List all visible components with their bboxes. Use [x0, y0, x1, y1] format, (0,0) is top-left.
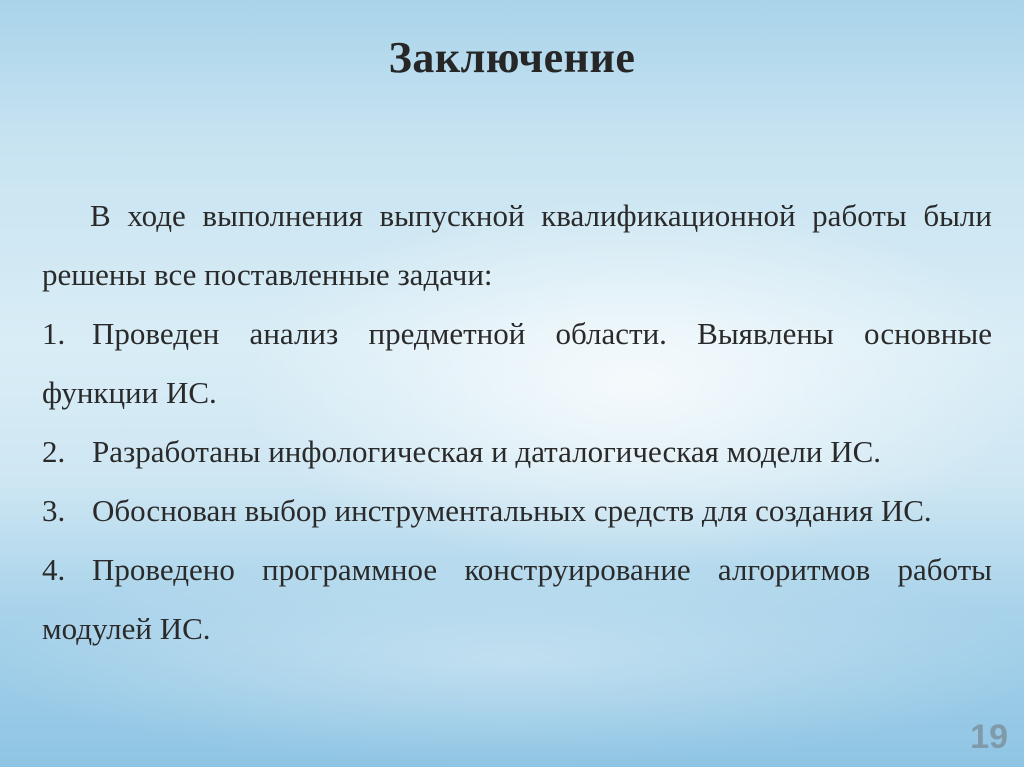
list-item-number: 3.	[42, 493, 66, 528]
list-item-text: Проведен анализ предметной области. Выявлены основные функции ИС.	[42, 316, 992, 410]
list-item	[42, 304, 992, 422]
slide-content	[42, 186, 992, 658]
list-item	[42, 481, 992, 540]
list-item-text: Обоснован выбор инструментальных средств для создания ИС.	[92, 493, 932, 528]
list-item-text: Проведено программное конструирование алгоритмов работы модулей ИС.	[42, 552, 992, 646]
slide-title: Заключение	[388, 33, 636, 82]
list-item	[42, 540, 992, 658]
list-item-number: 1.	[42, 316, 66, 351]
list-item-number: 4.	[42, 552, 66, 587]
intro-paragraph: В ходе выполнения выпускной квалификационной работы были решены все поставленные задачи:	[42, 198, 992, 292]
list-item	[42, 422, 992, 481]
list-item-number: 2.	[42, 434, 66, 469]
page-number: 19	[970, 718, 1008, 756]
list-item-text: Разработаны инфологическая и даталогическая модели ИС.	[92, 434, 882, 469]
